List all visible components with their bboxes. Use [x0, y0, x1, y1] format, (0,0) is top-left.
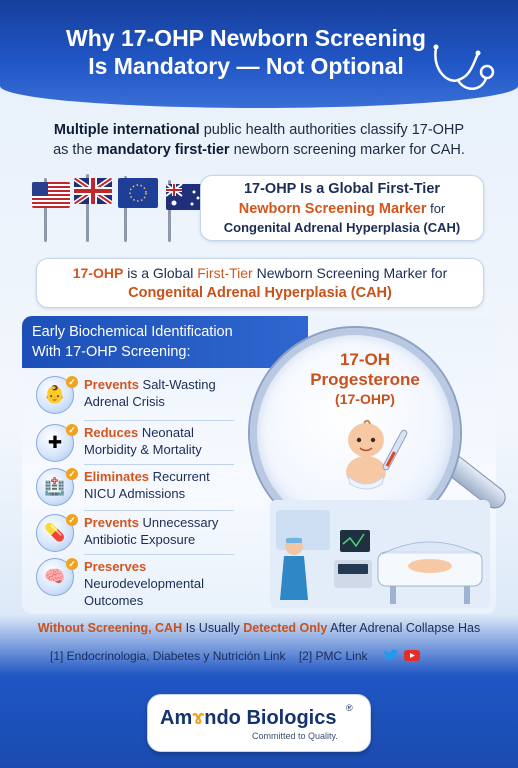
intro-text-2: as the [53, 142, 97, 158]
benefit-item [36, 556, 256, 610]
divider [84, 510, 234, 511]
benefit-item [36, 512, 256, 558]
panel-heading [22, 316, 308, 368]
brand-figure-icon: ɤ [192, 707, 205, 729]
intro-bold-2: mandatory first-tier [96, 142, 230, 158]
benefit-text [84, 558, 264, 609]
pill-icon: 💊 [36, 514, 74, 552]
check-icon: ✓ [66, 424, 78, 436]
banner1-line-3: Congenital Adrenal Hyperplasia (CAH) [223, 220, 461, 235]
check-icon: ✓ [66, 558, 78, 570]
warning-part-b: Is Usually [182, 621, 244, 635]
intro-text-3: newborn screening marker for CAH. [229, 142, 465, 158]
banner1-line-2 [201, 199, 483, 219]
benefit-highlight: Reduces [84, 425, 139, 440]
banner1-line-1: 17-OHP Is a Global First-Tier [243, 181, 441, 197]
brand-part-a: Am [160, 707, 193, 729]
intro-bold-1: Multiple international [53, 122, 200, 138]
benefit-item [36, 422, 256, 468]
banner2-line-2: Congenital Adrenal Hyperplasia (CAH) [128, 285, 392, 301]
page-title [26, 24, 466, 80]
panel-heading-line-2: With 17-OHP Screening: [32, 344, 191, 360]
lens-line-3: (17-OHP) [335, 391, 395, 407]
registered-mark: ® [346, 703, 353, 713]
benefit-text [84, 376, 264, 410]
benefit-item [36, 374, 256, 420]
first-tier-banner [200, 175, 484, 241]
benefit-text [84, 468, 264, 502]
uk-flag-icon [74, 178, 112, 204]
benefit-rest-1: Recurrent [149, 469, 210, 484]
check-icon: ✓ [66, 514, 78, 526]
banner2-text-a: is a Global [123, 265, 198, 281]
benefit-text [84, 424, 264, 458]
hospital-icon: 🏥 [36, 468, 74, 506]
banner2-first-tier: First-Tier [197, 265, 253, 281]
warning-part-a: Without Screening, CAH [37, 621, 183, 635]
banner1-line-2-suffix: for [426, 201, 446, 216]
brand-part-b: ndo Biologics [204, 707, 337, 729]
benefit-rest-1: Neonatal [138, 425, 194, 440]
benefit-rest-2: Neurodevelopmental [84, 576, 204, 591]
benefit-rest-1: Salt-Wasting [138, 377, 216, 392]
nicu-scene-illustration [270, 500, 490, 608]
company-logo [147, 694, 371, 752]
banner2-ohp: 17-OHP [72, 265, 124, 281]
title-line-1: Why 17-OHP Newborn Screening [66, 25, 426, 51]
benefit-item [36, 466, 256, 512]
benefit-rest-2: Antibiotic Exposure [84, 532, 196, 547]
baby-icon: 👶 [36, 376, 74, 414]
divider [84, 554, 234, 555]
twitter-icon [384, 649, 398, 660]
banner2-text-b: Newborn Screening Marker for [252, 265, 448, 281]
divider [84, 420, 234, 421]
social-icons [382, 646, 422, 669]
benefit-highlight: Prevents [84, 377, 139, 392]
flags-group [28, 172, 208, 244]
warning-part-c: Detected Only [243, 621, 328, 635]
usa-flag-icon [32, 182, 70, 208]
australia-flag-icon [166, 184, 204, 210]
benefit-highlight: Prevents [84, 515, 139, 530]
title-line-2: Is Mandatory — Not Optional [88, 53, 404, 79]
benefit-rest-2: NICU Admissions [84, 486, 186, 501]
lens-line-1: 17-OH [339, 350, 391, 369]
warning-text [14, 620, 504, 636]
eu-flag-icon [118, 178, 158, 208]
reference-2-link[interactable]: [2] PMC Link [298, 649, 368, 663]
panel-heading-line-1: Early Biochemical Identification [32, 324, 233, 340]
banner2-line-1 [37, 264, 483, 283]
global-marker-banner [36, 258, 484, 308]
brain-icon: 🧠 [36, 558, 74, 596]
lens-line-2: Progesterone [310, 370, 420, 389]
benefit-highlight: Eliminates [84, 469, 150, 484]
benefit-rest-3: Outcomes [84, 593, 144, 608]
first-aid-icon: ✚ [36, 424, 74, 462]
reference-1-link[interactable]: [1] Endocrinologia, Diabetes y Nutrición Link [50, 649, 286, 663]
benefit-rest-2: Morbidity & Mortality [84, 442, 202, 457]
banner1-line-2-highlight: Newborn Screening Marker [238, 201, 427, 217]
divider [84, 464, 234, 465]
intro-text-1: public health authorities classify 17-OHP [199, 122, 465, 138]
check-icon: ✓ [66, 376, 78, 388]
warning-part-d: After Adrenal Collapse Has [327, 621, 481, 635]
benefit-highlight: Preserves [84, 559, 147, 574]
stethoscope-icon [428, 40, 500, 98]
benefit-text [84, 514, 264, 548]
benefit-rest-2: Adrenal Crisis [84, 394, 165, 409]
brand-name [160, 707, 336, 730]
brand-tagline: Committed to Quality. [252, 731, 338, 741]
intro-paragraph [24, 120, 494, 160]
benefit-rest-1: Unnecessary [138, 515, 219, 530]
check-icon: ✓ [66, 468, 78, 480]
baby-illustration-icon [326, 418, 426, 494]
lens-label [300, 350, 430, 409]
